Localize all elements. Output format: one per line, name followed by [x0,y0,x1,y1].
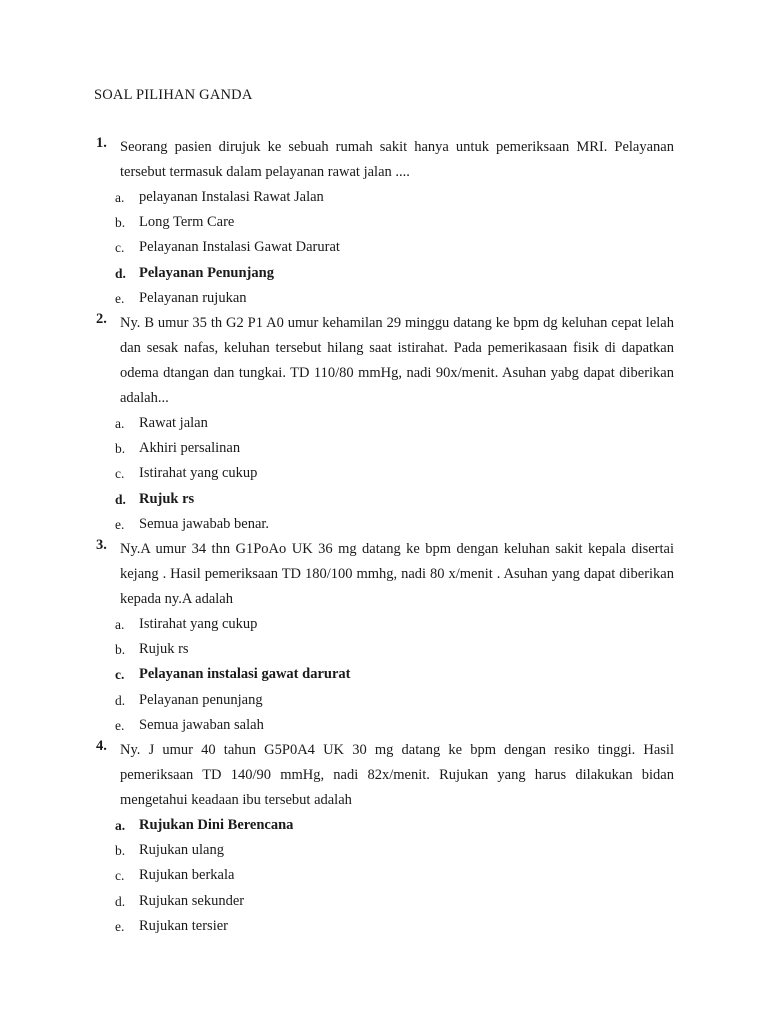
option-c [96,235,674,260]
option-a [96,411,674,436]
option-d [96,487,674,512]
option-letter: e. [115,290,125,306]
option-letter: c. [115,868,125,884]
option-text: Pelayanan penunjang [139,691,263,708]
option-text: Rujukan tersier [139,917,228,934]
option-letter: a. [115,617,125,632]
option-text: Rawat jalan [139,415,208,431]
option-text: Akhiri persalinan [139,440,241,457]
option-list [96,813,674,939]
question-4 [96,738,674,939]
option-d [96,889,674,914]
question-text: Ny. B umur 35 th G2 P1 A0 umur kehamilan 29 minggu datang ke bpm dg keluhan cepat lelah dan sesak nafas, keluhan tersebut hilang saat istirahat. Pada pemerikasaan fisik di dapatkan odema dtangan dan tungkai. TD 110/80 mmHg, nadi 90x/menit. Asuhan yabg dapat diberikan adalah... [120,315,674,406]
question-text: Ny.A umur 34 thn G1PoAo UK 36 mg datang ke bpm dengan keluhan sakit kepala disertai kejang . Hasil pemeriksaan TD 180/100 mmhg, nadi 80 x/menit . Asuhan yang dapat diberikan kepada ny.A adalah [120,541,674,607]
question-number: 1. [96,135,107,151]
option-letter: a. [115,416,125,431]
option-letter: a. [115,818,126,833]
option-letter: e. [115,918,125,934]
option-text: Pelayanan Instalasi Gawat Darurat [139,239,340,256]
option-text: Istirahat yang cukup [139,616,258,632]
option-letter: d. [115,893,126,909]
option-text: Rujukan ulang [139,842,224,859]
option-letter: c. [115,667,125,683]
option-e [96,286,674,311]
option-list [96,185,674,311]
document-title: SOAL PILIHAN GANDA [94,87,253,103]
question-number: 4. [96,738,107,754]
option-list [96,612,674,738]
option-letter: b. [115,843,126,859]
question-text: Ny. J umur 40 tahun G5P0A4 UK 30 mg datang ke bpm dengan resiko tinggi. Hasil pemeriksaan TD 140/90 mmHg, nadi 82x/menit. Rujukan yang harus dilakukan bidan mengetahui keadaan ibu tersebut adalah [120,742,674,808]
option-text: Rujukan berkala [139,867,235,884]
option-b [96,210,674,235]
option-letter: c. [115,240,125,256]
option-text: Rujukan Dini Berencana [139,817,294,833]
option-text: Pelayanan instalasi gawat darurat [139,666,351,683]
option-a [96,612,674,637]
option-e [96,512,674,537]
option-a [96,185,674,210]
question-number: 2. [96,311,107,327]
option-text: Long Term Care [139,214,235,231]
option-text: Semua jawaban salah [139,716,264,733]
option-text: Pelayanan Penunjang [139,264,274,281]
option-e [96,914,674,939]
option-text: pelayanan Instalasi Rawat Jalan [139,189,324,205]
question-number: 3. [96,537,107,553]
option-text: Istirahat yang cukup [139,465,258,482]
option-letter: e. [115,717,125,733]
option-text: Rujukan sekunder [139,892,245,909]
option-letter: a. [115,190,125,205]
option-text: Pelayanan rujukan [139,289,247,306]
option-letter: e. [115,516,125,532]
option-c [96,863,674,888]
option-d [96,261,674,286]
option-text: Semua jawabab benar. [139,515,270,532]
option-b [96,637,674,662]
option-list [96,411,674,537]
option-b [96,838,674,863]
option-letter: d. [115,265,126,281]
question-1 [96,135,674,311]
option-text: Rujuk rs [139,490,195,507]
question-3 [96,537,674,738]
option-d [96,688,674,713]
option-b [96,436,674,461]
question-text: Seorang pasien dirujuk ke sebuah rumah sakit hanya untuk pemeriksaan MRI. Pelayanan tersebut termasuk dalam pelayanan rawat jalan .... [120,139,674,180]
option-letter: c. [115,466,125,482]
option-e [96,713,674,738]
option-letter: d. [115,692,126,708]
option-text: Rujuk rs [139,641,189,658]
option-letter: b. [115,441,126,457]
question-2 [96,311,674,537]
option-letter: b. [115,215,126,231]
option-letter: d. [115,491,126,507]
option-a [96,813,674,838]
option-c [96,461,674,486]
option-c [96,662,674,687]
option-letter: b. [115,642,126,658]
